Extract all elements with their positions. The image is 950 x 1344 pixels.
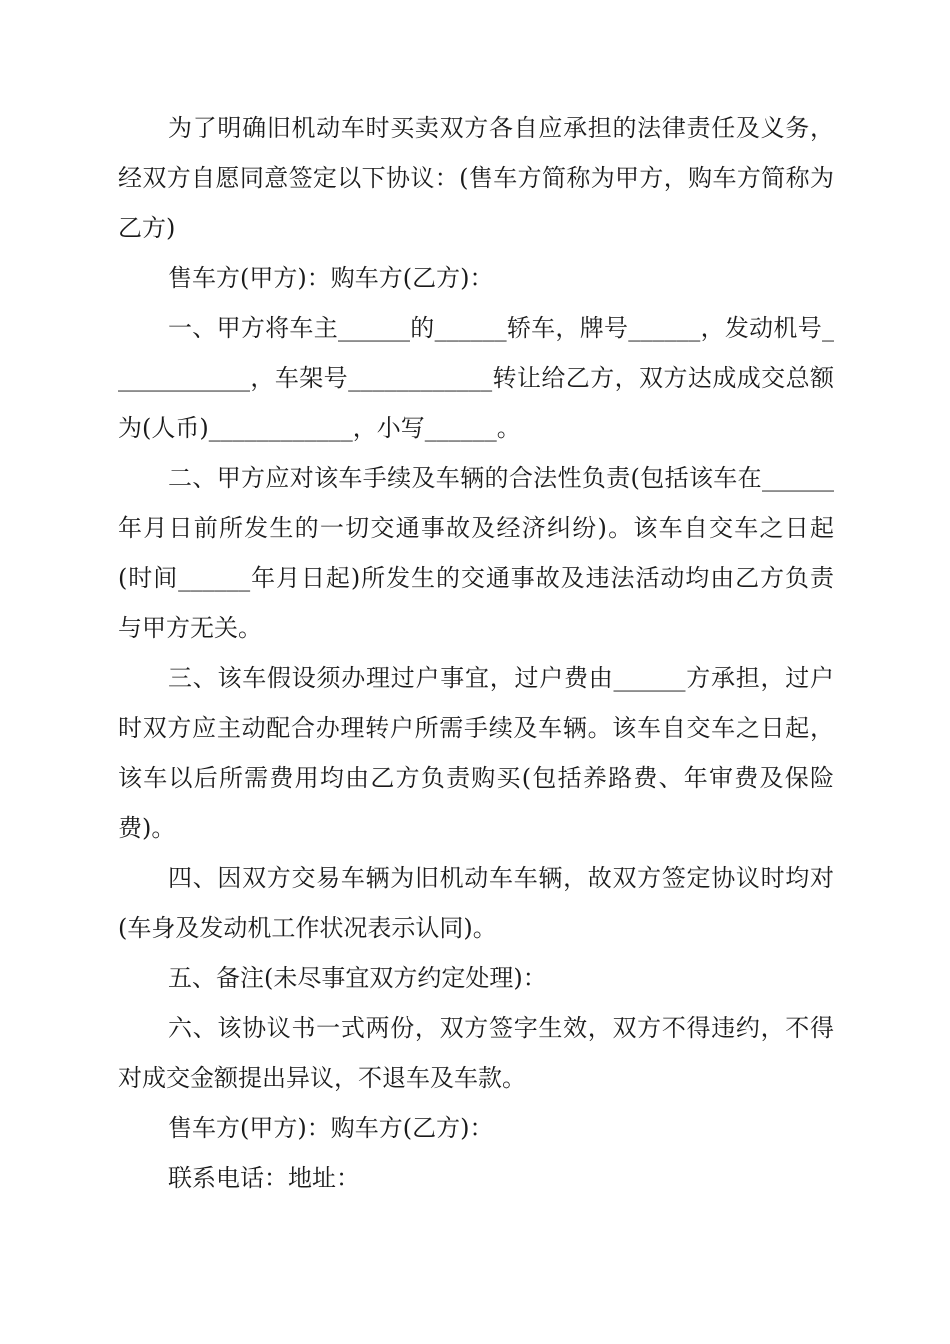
contact-info: 联系电话：地址： xyxy=(168,1164,360,1192)
clause-2-line-1: 二、甲方应对该车手续及车辆的合法性负责(包括该车在______ xyxy=(168,464,834,492)
clause-4-line-1: 四、因双方交易车辆为旧机动车车辆，故双方签定协议时均对 xyxy=(168,864,834,892)
clause-5: 五、备注(未尽事宜双方约定处理)： xyxy=(168,964,547,992)
clause-2-line-3: (时间______年月日起)所发生的交通事故及违法活动均由乙方负责 xyxy=(118,564,834,592)
paragraph-intro-line-2: 经双方自愿同意签定以下协议：(售车方简称为甲方，购车方简称为 xyxy=(118,164,834,192)
clause-4-line-2: (车身及发动机工作状况表示认同)。 xyxy=(118,914,497,942)
clause-3-line-1: 三、该车假设须办理过户事宜，过户费由______方承担，过户 xyxy=(168,664,834,692)
clause-2-line-2: 年月日前所发生的一切交通事故及经济纠纷)。该车自交车之日起 xyxy=(118,514,834,542)
clause-2-line-4: 与甲方无关。 xyxy=(118,614,262,642)
clause-6-line-2: 对成交金额提出异议，不退车及车款。 xyxy=(118,1064,526,1092)
paragraph-intro-line-3: 乙方) xyxy=(118,214,176,242)
clause-3-line-2: 时双方应主动配合办理转户所需手续及车辆。该车自交车之日起， xyxy=(118,714,834,742)
clause-6-line-1: 六、该协议书一式两份，双方签字生效，双方不得违约，不得 xyxy=(168,1014,834,1042)
clause-1-line-2: ___________，车架号____________转让给乙方，双方达成成交总额 xyxy=(118,364,834,392)
clause-3-line-3: 该车以后所需费用均由乙方负责购买(包括养路费、年审费及保险 xyxy=(118,764,834,792)
clause-3-line-4: 费)。 xyxy=(118,814,176,842)
parties-heading: 售车方(甲方)：购车方(乙方)： xyxy=(168,264,494,292)
paragraph-intro-line-1: 为了明确旧机动车时买卖双方各自应承担的法律责任及义务， xyxy=(168,114,834,142)
signature-parties: 售车方(甲方)：购车方(乙方)： xyxy=(168,1114,494,1142)
clause-1-line-1: 一、甲方将车主______的______轿车，牌号______，发动机号_ xyxy=(168,314,834,342)
clause-1-line-3: 为(人币)____________，小写______。 xyxy=(118,414,521,442)
